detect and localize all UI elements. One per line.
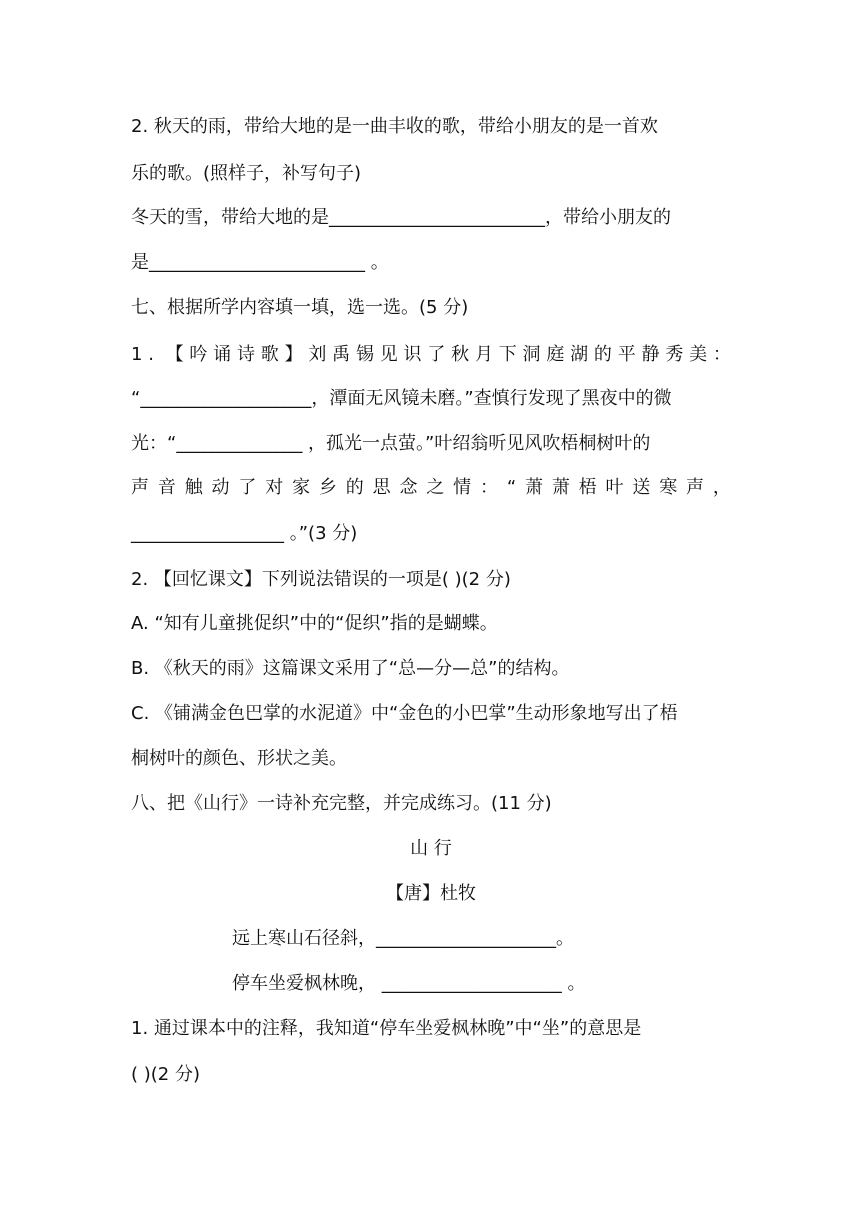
q1-line-5: _________________ 。”(3 分) [131,523,358,544]
q1-meaning-prompt: 1. 通过课本中的注释，我知道“停车坐爱枫林晚”中“坐”的意思是 [131,1018,642,1039]
q1-line-1: 1 . 【 吟 诵 诗 歌 】 刘 禹 锡 见 识 了 秋 月 下 洞 庭 湖 的 平 静 秀 美 ： [131,344,731,365]
answer-blank: ( )(2 分) [131,1064,200,1085]
q1-line-2: “___________________，潭面无风镜未磨。”查慎行发现了黑夜中的微 [131,388,672,409]
option-c-line-2: 桐树叶的颜色、形状之美。 [131,748,347,769]
q2-prompt: 2. 【回忆课文】下列说法错误的一项是( )(2 分) [131,569,511,590]
line-3: 冬天的雪，带给大地的是________________________，带给小朋友的 [131,207,671,228]
q1-line-4: 声 音 触 动 了 对 家 乡 的 思 念 之 情 ： “ 萧 萧 梧 叶 送 寒 声 ， [131,477,731,498]
line-4: 是________________________ 。 [131,252,389,273]
q1-line-3: 光：“______________ ，孤光一点萤。”叶绍翁听见风吹梧桐树叶的 [131,433,651,454]
poem-author: 【唐】杜牧 [386,883,476,904]
option-a: A. “知有儿童挑促织”中的“促织”指的是蝴蝶。 [131,613,498,634]
line-2: 乐的歌。(照样子，补写句子) [131,163,362,184]
option-b: B. 《秋天的雨》这篇课文采用了“总—分—总”的结构。 [131,658,570,679]
poem-title: 山 行 [410,838,452,859]
section-seven-heading: 七、根据所学内容填一填，选一选。(5 分) [131,297,469,318]
poem-line-2: 停车坐爱枫林晚， ____________________ 。 [232,973,586,994]
option-c-line-1: C. 《铺满金色巴掌的水泥道》中“金色的小巴掌”生动形象地写出了梧 [131,703,678,724]
poem-line-1: 远上寒山石径斜，____________________。 [232,928,574,949]
line-1: 2. 秋天的雨，带给大地的是一曲丰收的歌，带给小朋友的是一首欢 [131,116,658,137]
section-eight-heading: 八、把《山行》一诗补充完整，并完成练习。(11 分) [131,793,552,814]
